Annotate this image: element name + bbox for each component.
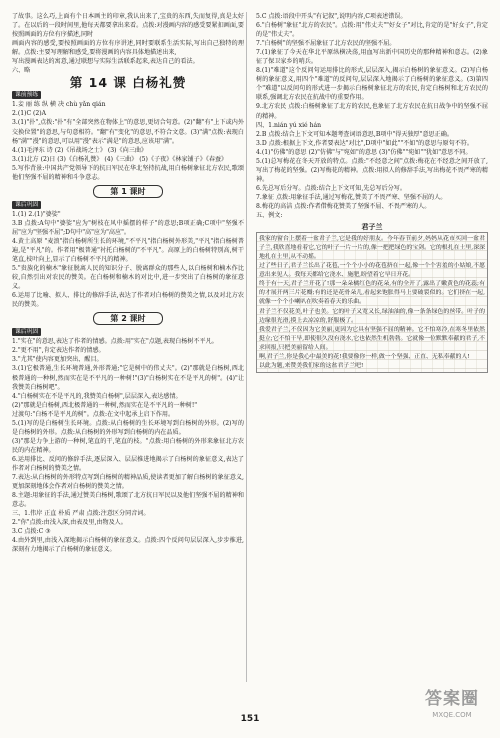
essay-box <box>256 232 488 373</box>
essay-closing-line: 以此为题,来赞美我们家的这盆君子兰吧! <box>259 362 364 369</box>
s2-item: 5.(1)写的是白杨树生长环境。点拨:从白杨树的生长环境写到白杨树的外形。(2)写的是白杨树的外形。点拨:从白杨树的外形写到白杨树的内在品质。 <box>12 419 244 436</box>
right-item: 五、例文: <box>256 212 283 220</box>
right-item: 6.先总写后分写。点拨:结合上下文可知,先总写后分写。 <box>256 184 406 192</box>
watermark-logo <box>410 688 494 732</box>
q6-label: 六、略 <box>12 67 31 75</box>
s2-item: (3)"那是力争上游的一种树,笔直的干,笔直的枝。"点拨:用白杨树的外形来象征北方农民的内在精神。 <box>12 437 244 454</box>
lesson-title: 第 14 课 白杨礼赞 <box>69 75 187 91</box>
watermark-line-1: 答案圈 <box>425 689 479 709</box>
right-item: 5.(1)总写梅花在冬天开放的特点。点拨:"不经意之间"点拨:梅花在不经意之间开放了,写出了梅花的坚强。(2)写梅花的精神。点拨:用拟人的修辞手法,写出梅花不畏严寒的精神。 <box>256 157 488 183</box>
right-item: 6."白杨树"象征"北方的农民"。点拨:用"伟丈夫""好女子"对比,肯定的是"好女子",肯定的是"伟丈夫"。 <box>256 22 488 39</box>
section-banner-2-label: 第 2 课时 <box>93 312 162 325</box>
right-item: 四、1.nián yú xié hán <box>256 121 322 129</box>
s1-item: 5."贵族化的楠木"象征脱离人民的知识分子、脱离群众的那些人,以白杨树和楠木作比较,自然引出对农民的赞美。在白杨树和楠木的对比中,进一步突出了白杨树的象征意义。 <box>12 265 244 291</box>
essay-title: 君子兰 <box>361 222 383 232</box>
s2-item: 7.表达:从白杨树的外形特点写到白杨树的精神品质,使读者更加了解白杨树的象征意义,更加深刻地体会作者对白杨树的赞美之情。 <box>12 474 244 491</box>
section-banner-1-label: 第 1 课时 <box>93 185 162 198</box>
essay-paragraph: 我爱君子兰,不仅因为它美丽,更因为它具有坚强不屈的精神。它不怕寒冷,在寒冬里依然挺立;它不怕干旱,即使很久没有浇水,它也依然生机勃勃。它就像一位默默奉献的君子,不求回报,只把美丽留给人间。 <box>259 326 485 351</box>
pre-item: 1.妾 丽 练 纵 横 决 chù yǎn qián <box>12 101 106 109</box>
right-item: 8.梅花的高洁 点拨:作者借梅花赞美了坚强不屈、不畏严寒的人。 <box>256 202 431 210</box>
s2-item: 3.C 点拨:C ③ <box>12 528 51 536</box>
s2-item: 4."白杨树实在不是平凡的,我赞美白杨树",层层深入,表达感情。 <box>12 392 182 400</box>
right-item: 8.(1)"难道"这个反问句运用排比的形式,层层深入,揭示白杨树的象征意义。(2)写白杨树的象征意义,用四个"难道"的反问句,层层深入地揭示了白杨树的象征意义。(3)第四个"难道"以反问句的形式进一步揭示白杨树象征北方的农民,肯定白杨树和北方农民的联系,强调北方农民在抗战中的重要作用。 <box>256 67 488 102</box>
s2-item: 3.(1)它极普通,生长环境普通,外形普通;"它是树中的伟丈夫"。(2)"那就是白杨树,西北极普通的一种树,然而实在是不平凡的一种树!"(3)"白杨树实在不是平凡的树"。(4)"让我赞美白杨树吧"。 <box>12 365 244 391</box>
essay-paragraph: 君子兰不仅花美,叶子也美。它的叶子又宽又长,绿油油的,像一条条绿色的丝带。叶子的边缘很光滑,摸上去凉凉的,舒服极了。 <box>259 308 485 324</box>
right-item: 7.象征 点拨:用象征手法,通过写梅花,赞美了不畏严寒、坚强不屈的人。 <box>256 193 447 201</box>
s2-item: 8.主题:用象征的手法,通过赞美白杨树,歌颂了北方抗日军民以及他们坚强不屈的精神和意志。 <box>12 492 244 509</box>
pre-item: 5.写作背景:中国共产党领导下的抗日军民在华北坚持抗战,用白杨树象征北方农民,歌颂他们坚强不屈的精神和斗争意志。 <box>12 164 244 181</box>
s1-item: 6.运用了比喻、拟人、排比的修辞手法,表达了作者对白杨树的赞美之情,以及对北方农民的赞美。 <box>12 292 244 309</box>
section-banner-2 <box>12 312 244 325</box>
right-item: 3.D 点拨:根据上下文,作者要表达"对比",D项中"如此""不如"的意思与原句不符。 <box>256 139 473 147</box>
page-number: 151 <box>240 714 260 724</box>
pre-item: 2.(1)C (2)A <box>12 110 47 118</box>
right-column <box>256 12 488 373</box>
right-item: 7.(1)象征了今天在华北平原纵横决荡,用血写出新中国历史的那种精神和意志。(2)象征了保卫家乡的哨兵。 <box>256 49 488 66</box>
s1-item: 3.B 点拨:A句中"婆娑"应为"树枝在风中摇摆的样子"的意思;B项正确;C项中"坚强不屈"应为"坚强不屈";D句中"高"应为"高应"。 <box>12 219 244 236</box>
right-item: 4.(1)"仿佛"的意思 (2)"仿佛"与"宛如"的意思 (3)"仿佛""宛如""犹如"意思不同。 <box>256 148 472 156</box>
pre-item: 4.(1)毛泽东 诗 (2)《吊战场之士》 (3)《向三曲》 <box>12 146 148 154</box>
s2-item: 2."你"点拨:由浅入深,由表及里,由物及人。 <box>12 519 127 527</box>
right-item: 2.B 点拨:结合上下文可知本题考查词语意思,B项中"得天独厚"意思正确。 <box>256 130 453 138</box>
s2-item: (2)"那就是白杨树,西北极普通的一种树,然而实在是不平凡的一种树!" <box>12 401 198 409</box>
s1-item: 4.黄土高原 "麦浪"指白杨树所生长的环境,"不平凡"指白杨树外形美,"平凡"指白杨树普遍,是"平凡"的。作者用"极普通"衬托白杨树的"不平凡"。高原上的白杨树特别高,树干笔直,枝叶向上,显示了白杨树不平凡的精神。 <box>12 237 244 264</box>
tag-after-class-2: 课后巩固 <box>12 328 41 336</box>
right-item: 9.北方农民 点拨:白杨树象征了北方的农民,也象征了北方农民在抗日战争中的坚强不屈的精神。 <box>256 103 488 120</box>
left-top-line-2: 画面内容的感受,要按照画面的方位有序讲述,同时要联系生活实际,写出自己独特的理解。点拨:主要写理解和感受,要将漫画的内容具体地描述出来, <box>12 40 244 57</box>
left-top-line-3: 写出漫画表达的寓意,通过联想与实际生活联系起来,表达自己的看法。 <box>12 58 199 66</box>
pre-item: 3.(1)北方 (2)日 (3)《白杨礼赞》 (4)《三曲》 (5)《子夜》《林家铺子》《春蚕》 <box>12 155 228 163</box>
column-divider <box>246 12 247 682</box>
s1-item: 1.(1) 2.(1)"婆娑" <box>12 210 61 218</box>
s2-item: 3."尤其"使内容更加突出、醒目。 <box>12 356 103 364</box>
essay-paragraph: 终于有一天,君子兰开花了!那一朵朵橘红色的花朵,有的全开了,露出了嫩黄色的花蕊;有的才展开两三片花瓣;有的还是花骨朵儿,看起来饱胀得马上要破裂似的。它们挤在一起,就像一个个小喇叭在吹奏着春天的乐曲。 <box>259 281 485 306</box>
essay-paragraph: 啊,君子兰,你是我心中最美的花!我要像你一样,做一个坚强、正直、无私奉献的人! <box>259 353 470 360</box>
tag-after-class-1: 课后巩固 <box>12 201 41 209</box>
s2-item: 4.由外到里,由浅入深地揭示白杨树的象征意义。点拨:四个反问句层层深入,步步推进,深刻有力地揭示了白杨树的象征意义。 <box>12 537 244 554</box>
section-banner-1 <box>12 185 244 198</box>
left-top-line-1: 了故事。这么巧,上面有个日本画主的印章,我认出来了,宝贵的东西,失而复得,真是太好了。在以后的一段时间里,他每天都要拿出来看。点拨:对漫画内容的感受要紧扣画面,要按照画面的方位有序描述,同时 <box>12 13 244 39</box>
s2-item: 1."实在"的意思,表达了作者的情感。点拨:用"实在"点题,表现白杨树不平凡。 <box>12 338 218 346</box>
s2-item: 三、1.伟岸 正直 朴质 严肃 点拨:注意区分同音词。 <box>12 510 150 518</box>
pre-item: 3.(1)"扑",点拨:"扑"有"全部突然在物体上"的意思,更切合句意。(2)"翻"有"上下或内外交换位置"的意思,与句意相符。"翻"有"变化"的意思,不符合文意。(3)"满"点拨:表现白杨"满""漫"的意思,可以用"漫"表示"满是"的意思,应该用"满"。 <box>12 119 244 145</box>
s2-item: 6.运用排比、反问的修辞手法,逐层深入、层层推进地揭示了白杨树的象征意义,表达了作者对白杨树的赞美之情。 <box>12 455 244 472</box>
essay-paragraph: 我家的窗台上摆着一盆君子兰,它是我的好朋友。今年春节前夕,妈妈从花市买回一盆君子兰,我欣喜地看着它,它的叶子一片一片的,像一把把绿色的宝剑。它的根扎在土里,深深地扎在土里,从不动摇。 <box>259 236 485 261</box>
tag-pre-practice: 课前预练 <box>12 91 41 99</box>
right-item: 7."白杨树"的坚强不屈象征了北方农民的坚强不屈。 <box>256 40 396 48</box>
s2-item: 2."更不用",肯定表达作者的情感。 <box>12 347 105 355</box>
watermark-line-2: MXQE.COM <box>432 711 472 719</box>
right-item: 5.C 点拨:语段中开头"有记叙",说明内容,C项表述错误。 <box>256 13 407 20</box>
essay-paragraph: 过了些日子,君子兰长出了花苞,一个个小小的花苞挤在一起,像一个个害羞的小姑娘,不愿意出来见人。我每天都给它浇水、施肥,盼望着它早日开花。 <box>259 263 485 279</box>
left-column <box>12 12 244 554</box>
s2-item: 过渡句:"白杨不是平凡的树"。点拨:在文中起承上启下作用。 <box>12 410 175 418</box>
